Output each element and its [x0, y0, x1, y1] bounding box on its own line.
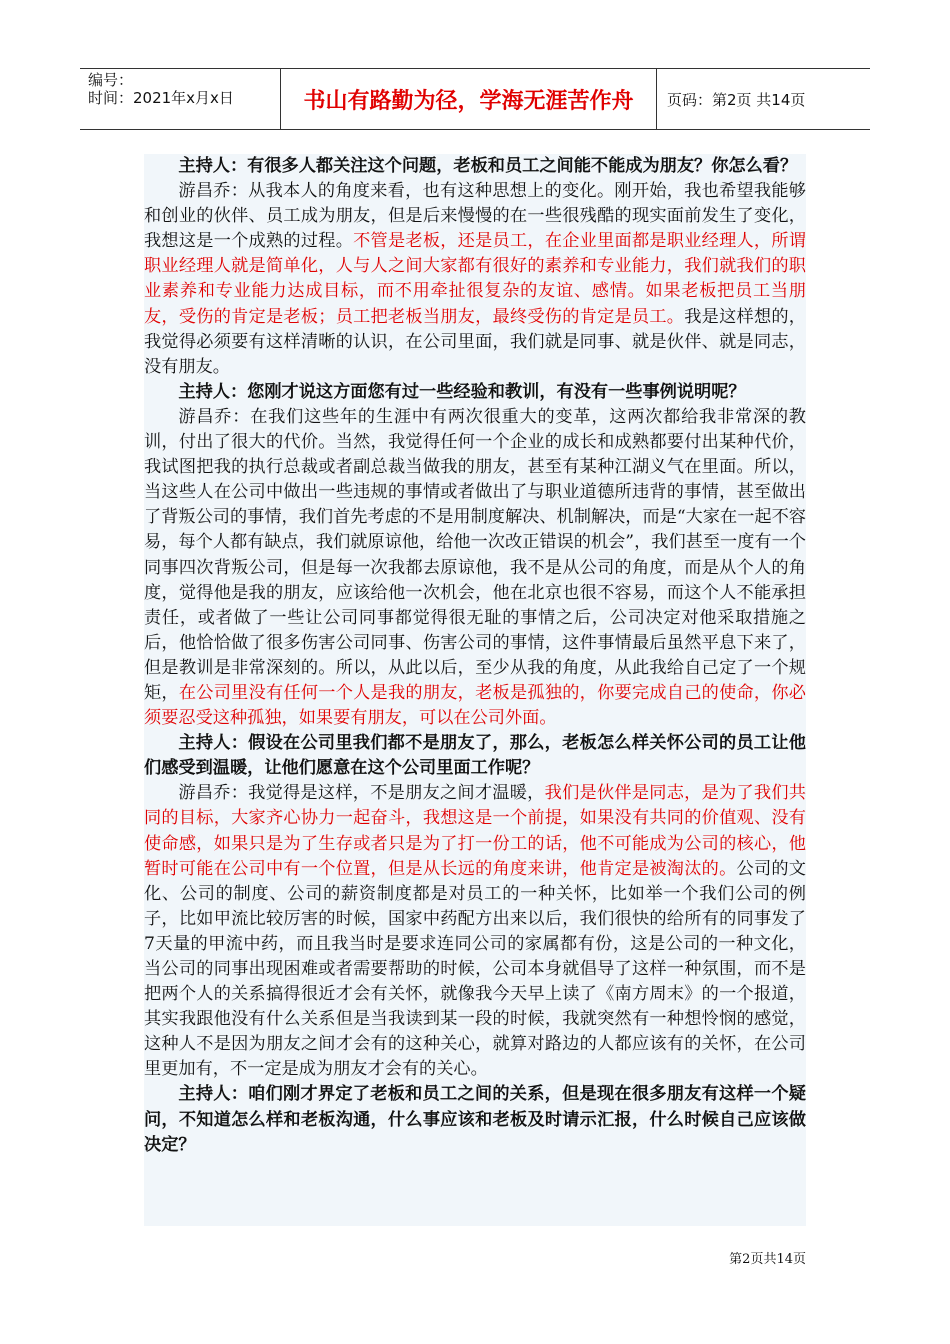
- header-motto: 书山有路勤为径，学海无涯苦作舟: [281, 69, 657, 129]
- highlighted-text: 我们是伙伴是同志，是为了我们共同的目标，大家齐心协力一起奋斗，我想这是一个前提，如果没有共同的价值观、没有使命感，如果只是为了生存或者只是为了打一份工的话，他不可能成为公司的核心，他暂时可能在公司中有一个位置，但是从长远的角度来讲，他肯定是被淘汰的。: [144, 783, 806, 879]
- paragraph-text: 主持人：有很多人都关注这个问题，老板和员工之间能不能成为朋友？你怎么看？: [178, 156, 798, 176]
- document-date: 时间：2021年x月x日: [88, 89, 234, 107]
- guest-answer: [144, 781, 806, 1082]
- document-number-label: 编号：: [88, 71, 134, 89]
- document-body: [144, 154, 806, 1226]
- highlighted-text: 在公司里没有任何一个人是我的朋友，老板是孤独的，你要完成自己的使命，你必须要忍受这种孤独，如果要有朋友，可以在公司外面。: [144, 682, 806, 729]
- paragraph-text: 游昌乔：从我本人的角度来看，也有这种思想上的变化。刚开始，我也希望我能够和创业的伙伴、员工成为朋友，但是后来慢慢的在一些很残酷的现实面前发生了变化，我想这是一个成熟的过程。: [144, 181, 806, 252]
- paragraph-text: 主持人：假设在公司里我们都不是朋友了，那么，老板怎么样关怀公司的员工让他们感受到温暖，让他们愿意在这个公司里面工作呢？: [144, 733, 806, 779]
- paragraph-text: 我是这样想的，我觉得必须要有这样清晰的认识，在公司里面，我们就是同事、就是伙伴、就是同志，没有朋友。: [144, 306, 806, 377]
- header-page-code: 页码：第2页 共14页: [667, 90, 806, 109]
- paragraph-text: 主持人：咱们刚才界定了老板和员工之间的关系，但是现在很多朋友有这样一个疑问，不知道怎么样和老板沟通，什么事应该和老板及时请示汇报，什么时候自己应该做决定？: [144, 1084, 806, 1155]
- host-question: [144, 154, 806, 179]
- host-question: [144, 380, 806, 405]
- highlighted-text: 不管是老板，还是员工，在企业里面都是职业经理人，所谓职业经理人就是简单化，人与人之间大家都有很好的素养和专业能力，我们就我们的职业素养和专业能力达成目标，而不用牵扯很复杂的友谊、感情。如果老板把员工当朋友，受伤的肯定是老板；员工把老板当朋友，最终受伤的肯定是员工。: [144, 231, 806, 327]
- page-header: [80, 68, 870, 130]
- paragraph-text: 游昌乔：我觉得是这样，不是朋友之间才温暖，: [178, 783, 545, 804]
- paragraph-text: 公司的文化、公司的制度、公司的薪资制度都是对员工的一种关怀，比如举一个我们公司的例子，比如甲流比较厉害的时候，国家中药配方出来以后，我们很快的给所有的同事发了7天量的甲流中药，而且我当时是要求连同公司的家属都有份，这是公司的一种文化，当公司的同事出现困难或者需要帮助的时候，公司本身就倡导了这样一种氛围，而不是把两个人的关系搞得很近才会有关怀，就像我今天早上读了《南方周末》的一个报道，其实我跟他没有什么关系但是当我读到某一段的时候，我就突然有一种想怜悯的感觉，这种人不是因为朋友之间才会有的这种关心，就算对路边的人都应该有的关怀，在公司里更加有，不一定是成为朋友才会有的关心。: [144, 858, 806, 1080]
- header-meta: [80, 69, 281, 129]
- paragraph-text: 主持人：您刚才说这方面您有过一些经验和教训，有没有一些事例说明呢？: [178, 381, 746, 402]
- guest-answer: [144, 179, 806, 380]
- page-footer: 第2页共14页: [729, 1252, 806, 1267]
- guest-answer: [144, 405, 806, 731]
- paragraph-text: 游昌乔：在我们这些年的生涯中有两次很重大的变革，这两次都给我非常深的教训，付出了很大的代价。当然，我觉得任何一个企业的成长和成熟都要付出某种代价，我试图把我的执行总裁或者副总裁当做我的朋友，甚至有某种江湖义气在里面。所以，当这些人在公司中做出一些违规的事情或者做出了与职业道德所违背的事情，甚至做出了背叛公司的事情，我们首先考虑的不是用制度解决、机制解决，而是“大家在一起不容易，每个人都有缺点，我们就原谅他，给他一次改正错误的机会”，我们甚至一度有一个同事四次背叛公司，但是每一次我都去原谅他，我不是从公司的角度，而是从个人的角度，觉得他是我的朋友，应该给他一次机会，他在北京也很不容易，而这个人不能承担责任，或者做了一些让公司同事都觉得很无耻的事情之后，公司决定对他采取措施之后，他恰恰做了很多伤害公司同事、伤害公司的事情，这件事情最后虽然平息下来了，但是教训是非常深刻的。所以，从此以后，至少从我的角度，从此我给自己定了一个规矩，: [144, 406, 806, 703]
- host-question: [144, 1082, 806, 1157]
- host-question: [144, 731, 806, 781]
